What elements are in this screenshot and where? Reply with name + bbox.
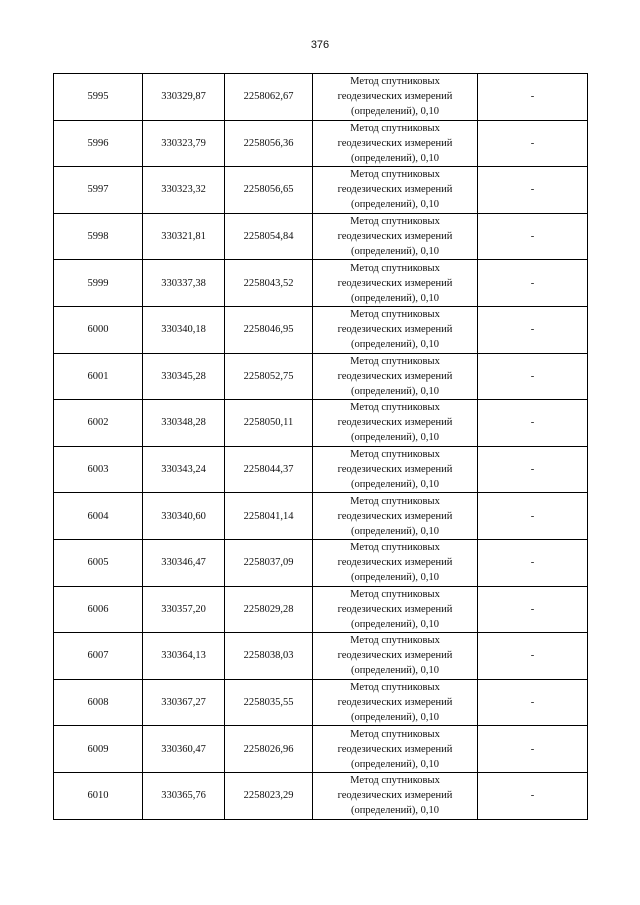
- method-text-line: Метод спутниковых: [350, 169, 440, 181]
- method-text-line: (определений), 0,10: [350, 339, 440, 351]
- table-row: [54, 633, 588, 680]
- method-text-line: (определений), 0,10: [350, 712, 440, 724]
- y-coordinate-cell: 2258037,09: [225, 539, 313, 586]
- method-text-line: Метод спутниковых: [350, 122, 440, 134]
- table-row: [54, 260, 588, 307]
- method-cell: [313, 493, 478, 540]
- method-text-line: (определений), 0,10: [350, 525, 440, 537]
- x-coordinate-cell: 330367,27: [143, 679, 225, 726]
- extra-info-cell: -: [478, 74, 588, 121]
- x-coordinate-cell: 330323,79: [143, 120, 225, 167]
- method-cell: [313, 772, 478, 819]
- point-number-cell: 5997: [54, 167, 143, 214]
- x-coordinate-cell: 330340,60: [143, 493, 225, 540]
- method-text-line: геодезических измерений: [337, 697, 453, 709]
- method-cell: [313, 679, 478, 726]
- method-text-line: Метод спутниковых: [350, 775, 440, 787]
- extra-info-cell: -: [478, 353, 588, 400]
- extra-info-cell: -: [478, 726, 588, 773]
- extra-info-cell: -: [478, 260, 588, 307]
- table-row: [54, 353, 588, 400]
- x-coordinate-cell: 330346,47: [143, 539, 225, 586]
- method-text-line: геодезических измерений: [337, 557, 453, 569]
- method-cell: [313, 400, 478, 447]
- method-text-line: Метод спутниковых: [350, 542, 440, 554]
- y-coordinate-cell: 2258041,14: [225, 493, 313, 540]
- x-coordinate-cell: 330357,20: [143, 586, 225, 633]
- x-coordinate-cell: 330348,28: [143, 400, 225, 447]
- table-row: [54, 539, 588, 586]
- method-text-line: (определений), 0,10: [350, 199, 440, 211]
- method-text-line: (определений), 0,10: [350, 618, 440, 630]
- method-text-line: (определений), 0,10: [350, 432, 440, 444]
- table-row: [54, 120, 588, 167]
- y-coordinate-cell: 2258062,67: [225, 74, 313, 121]
- y-coordinate-cell: 2258035,55: [225, 679, 313, 726]
- method-text-line: Метод спутниковых: [350, 635, 440, 647]
- point-number-cell: 6001: [54, 353, 143, 400]
- table-row: [54, 167, 588, 214]
- method-text-line: геодезических измерений: [337, 510, 453, 522]
- method-cell: [313, 167, 478, 214]
- point-number-cell: 5995: [54, 74, 143, 121]
- table-row: [54, 586, 588, 633]
- point-number-cell: 6000: [54, 306, 143, 353]
- method-text-line: (определений), 0,10: [350, 479, 440, 491]
- point-number-cell: 6005: [54, 539, 143, 586]
- x-coordinate-cell: 330340,18: [143, 306, 225, 353]
- y-coordinate-cell: 2258050,11: [225, 400, 313, 447]
- method-text-line: Метод спутниковых: [350, 588, 440, 600]
- extra-info-cell: -: [478, 120, 588, 167]
- method-text-line: геодезических измерений: [337, 231, 453, 243]
- method-cell: [313, 586, 478, 633]
- method-cell: [313, 633, 478, 680]
- point-number-cell: 6007: [54, 633, 143, 680]
- table-row: [54, 726, 588, 773]
- point-number-cell: 5998: [54, 213, 143, 260]
- method-text-line: геодезических измерений: [337, 137, 453, 149]
- y-coordinate-cell: 2258026,96: [225, 726, 313, 773]
- method-text-line: Метод спутниковых: [350, 728, 440, 740]
- y-coordinate-cell: 2258056,36: [225, 120, 313, 167]
- method-text-line: геодезических измерений: [337, 324, 453, 336]
- extra-info-cell: -: [478, 167, 588, 214]
- table-row: [54, 772, 588, 819]
- method-text-line: геодезических измерений: [337, 184, 453, 196]
- method-text-line: Метод спутниковых: [350, 262, 440, 274]
- extra-info-cell: -: [478, 446, 588, 493]
- extra-info-cell: -: [478, 493, 588, 540]
- method-text-line: (определений), 0,10: [350, 758, 440, 770]
- method-cell: [313, 120, 478, 167]
- table-row: [54, 679, 588, 726]
- method-cell: [313, 726, 478, 773]
- method-cell: [313, 353, 478, 400]
- extra-info-cell: -: [478, 586, 588, 633]
- extra-info-cell: -: [478, 306, 588, 353]
- method-text-line: Метод спутниковых: [350, 682, 440, 694]
- method-cell: [313, 213, 478, 260]
- y-coordinate-cell: 2258044,37: [225, 446, 313, 493]
- method-text-line: (определений), 0,10: [350, 572, 440, 584]
- extra-info-cell: -: [478, 679, 588, 726]
- table-row: [54, 74, 588, 121]
- x-coordinate-cell: 330321,81: [143, 213, 225, 260]
- point-number-cell: 5999: [54, 260, 143, 307]
- method-text-line: Метод спутниковых: [350, 76, 440, 88]
- method-text-line: геодезических измерений: [337, 417, 453, 429]
- y-coordinate-cell: 2258046,95: [225, 306, 313, 353]
- method-text-line: геодезических измерений: [337, 464, 453, 476]
- point-number-cell: 6004: [54, 493, 143, 540]
- y-coordinate-cell: 2258056,65: [225, 167, 313, 214]
- point-number-cell: 6010: [54, 772, 143, 819]
- table-body: [54, 74, 588, 820]
- method-text-line: геодезических измерений: [337, 370, 453, 382]
- table-row: [54, 446, 588, 493]
- point-number-cell: 6006: [54, 586, 143, 633]
- point-number-cell: 6003: [54, 446, 143, 493]
- table-row: [54, 493, 588, 540]
- method-text-line: Метод спутниковых: [350, 402, 440, 414]
- point-number-cell: 6009: [54, 726, 143, 773]
- point-number-cell: 6008: [54, 679, 143, 726]
- x-coordinate-cell: 330360,47: [143, 726, 225, 773]
- method-text-line: геодезических измерений: [337, 650, 453, 662]
- x-coordinate-cell: 330345,28: [143, 353, 225, 400]
- method-text-line: (определений), 0,10: [350, 246, 440, 258]
- method-text-line: (определений), 0,10: [350, 152, 440, 164]
- method-cell: [313, 306, 478, 353]
- table-row: [54, 400, 588, 447]
- x-coordinate-cell: 330323,32: [143, 167, 225, 214]
- y-coordinate-cell: 2258023,29: [225, 772, 313, 819]
- extra-info-cell: -: [478, 539, 588, 586]
- point-number-cell: 5996: [54, 120, 143, 167]
- method-text-line: (определений), 0,10: [350, 805, 440, 817]
- x-coordinate-cell: 330343,24: [143, 446, 225, 493]
- y-coordinate-cell: 2258029,28: [225, 586, 313, 633]
- method-text-line: Метод спутниковых: [350, 449, 440, 461]
- y-coordinate-cell: 2258052,75: [225, 353, 313, 400]
- y-coordinate-cell: 2258054,84: [225, 213, 313, 260]
- page-number: 376: [310, 39, 330, 51]
- method-text-line: геодезических измерений: [337, 603, 453, 615]
- x-coordinate-cell: 330365,76: [143, 772, 225, 819]
- table-row: [54, 306, 588, 353]
- y-coordinate-cell: 2258038,03: [225, 633, 313, 680]
- coordinates-table: [53, 73, 588, 820]
- method-text-line: (определений), 0,10: [350, 385, 440, 397]
- x-coordinate-cell: 330337,38: [143, 260, 225, 307]
- method-cell: [313, 446, 478, 493]
- method-text-line: (определений), 0,10: [350, 665, 440, 677]
- extra-info-cell: -: [478, 633, 588, 680]
- method-text-line: Метод спутниковых: [350, 309, 440, 321]
- method-text-line: геодезических измерений: [337, 743, 453, 755]
- y-coordinate-cell: 2258043,52: [225, 260, 313, 307]
- method-text-line: Метод спутниковых: [350, 495, 440, 507]
- point-number-cell: 6002: [54, 400, 143, 447]
- extra-info-cell: -: [478, 772, 588, 819]
- x-coordinate-cell: 330329,87: [143, 74, 225, 121]
- extra-info-cell: -: [478, 400, 588, 447]
- method-text-line: Метод спутниковых: [350, 216, 440, 228]
- method-text-line: геодезических измерений: [337, 277, 453, 289]
- method-cell: [313, 539, 478, 586]
- method-text-line: геодезических измерений: [337, 91, 453, 103]
- x-coordinate-cell: 330364,13: [143, 633, 225, 680]
- method-cell: [313, 260, 478, 307]
- method-text-line: (определений), 0,10: [350, 106, 440, 118]
- method-text-line: геодезических измерений: [337, 790, 453, 802]
- method-cell: [313, 74, 478, 121]
- method-text-line: Метод спутниковых: [350, 355, 440, 367]
- extra-info-cell: -: [478, 213, 588, 260]
- table-row: [54, 213, 588, 260]
- method-text-line: (определений), 0,10: [350, 292, 440, 304]
